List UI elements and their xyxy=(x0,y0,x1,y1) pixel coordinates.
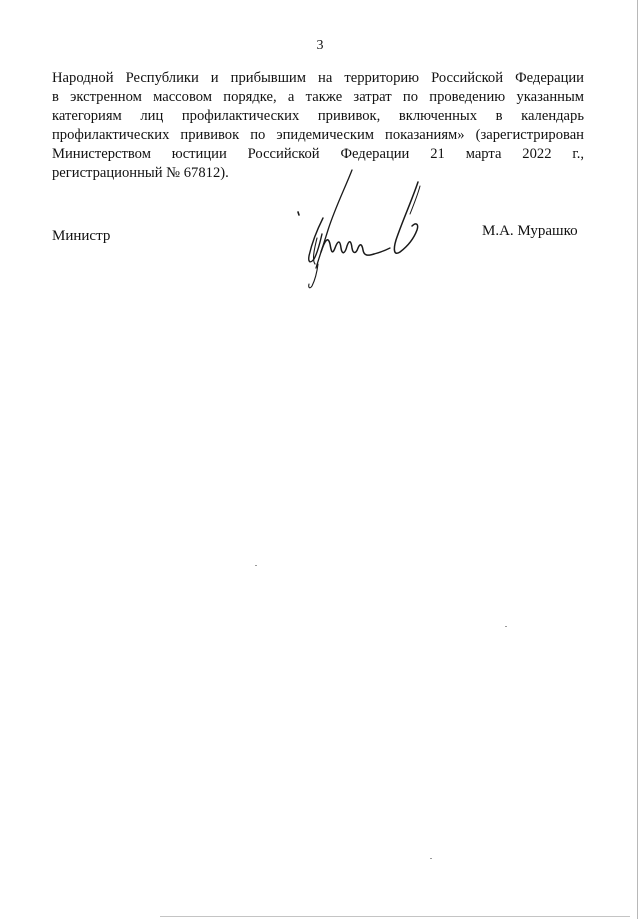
page-number: 3 xyxy=(316,38,324,53)
signer-title: Министр xyxy=(52,228,111,244)
scan-speck xyxy=(505,626,507,627)
scan-edge-line xyxy=(637,0,638,919)
body-line: Министерством юстиции Российской Федерации 21 марта 2022 г., xyxy=(52,146,584,162)
body-line: регистрационный № 67812). xyxy=(52,165,229,181)
body-line: категориям лиц профилактических прививок, включенных в календарь xyxy=(52,108,584,124)
signer-name: М.А. Мурашко xyxy=(482,223,578,239)
scan-speck xyxy=(255,565,257,566)
body-line: Народной Республики и прибывшим на территорию Российской Федерации xyxy=(52,70,584,86)
scan-edge-line xyxy=(160,916,630,917)
scan-speck xyxy=(430,858,432,859)
body-line: в экстренном массовом порядке, а также затрат по проведению указанным xyxy=(52,89,584,105)
body-line: профилактических прививок по эпидемическим показаниям» (зарегистрирован xyxy=(52,127,584,143)
handwritten-signature xyxy=(290,160,430,295)
